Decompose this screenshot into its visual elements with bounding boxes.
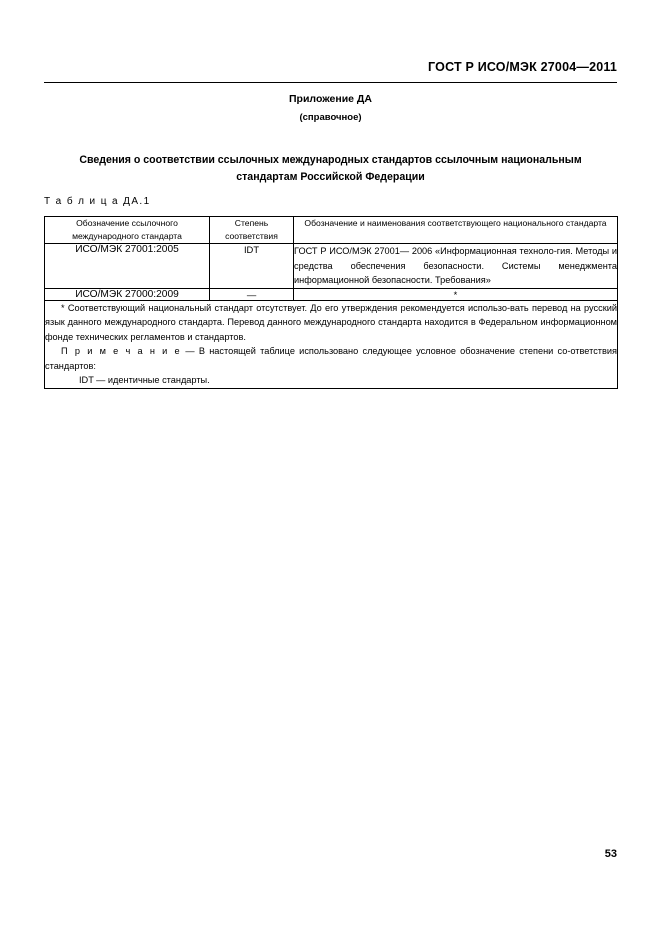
note-label: П р и м е ч а н и е: [61, 346, 182, 357]
footnote-idt: IDT — идентичные стандарты.: [79, 375, 210, 386]
note-text: — В настоящей таблице использовано следующее условное обозначение степени со-ответствия стандартов:: [45, 346, 617, 371]
table-footnote-row: [45, 300, 618, 389]
cell-degree: IDT: [210, 244, 294, 289]
cell-international-code: ИСО/МЭК 27001:2005: [45, 244, 210, 289]
footnote-asterisk: * Соответствующий национальный стандарт отсутствует. До его утверждения рекомендуется использо-вать перевод на русский язык данного международного стандарта. Перевод данного международного стандарта находится в Федеральном информационном фонде технических регламентов и стандартов.: [45, 302, 617, 342]
annex-subtitle: (справочное): [299, 112, 362, 123]
header-divider: [44, 82, 617, 83]
cell-international-code: ИСО/МЭК 27000:2009: [45, 288, 210, 300]
page-number: 53: [604, 848, 617, 860]
page-title: Сведения о соответствии ссылочных международных стандартов ссылочным национальным стандартам Российской Федерации: [79, 154, 582, 183]
table-header-row: [45, 217, 618, 244]
cell-national-standard: ГОСТ Р ИСО/МЭК 27001— 2006 «Информационная техноло-гия. Методы и средства обеспечения безопасности. Системы менеджмента информационной безопасности. Требования»: [294, 244, 618, 289]
cell-degree: —: [210, 288, 294, 300]
correspondence-table: [44, 216, 618, 389]
table-caption: Т а б л и ц а ДА.1: [44, 196, 151, 207]
table-column-header-international: Обозначение ссылочного международного стандарта: [45, 217, 210, 244]
table-column-header-national: Обозначение и наименования соответствующего национального стандарта: [294, 217, 618, 244]
footnote-note: [45, 344, 617, 373]
table-row: [45, 288, 618, 300]
table-footnotes: [45, 300, 618, 389]
table-column-header-degree: Степень соответствия: [210, 217, 294, 244]
annex-label: Приложение ДА: [289, 93, 372, 105]
page-header-standard-id: ГОСТ Р ИСО/МЭК 27004—2011: [428, 60, 617, 74]
table-row: [45, 244, 618, 289]
cell-national-standard: *: [294, 288, 618, 300]
